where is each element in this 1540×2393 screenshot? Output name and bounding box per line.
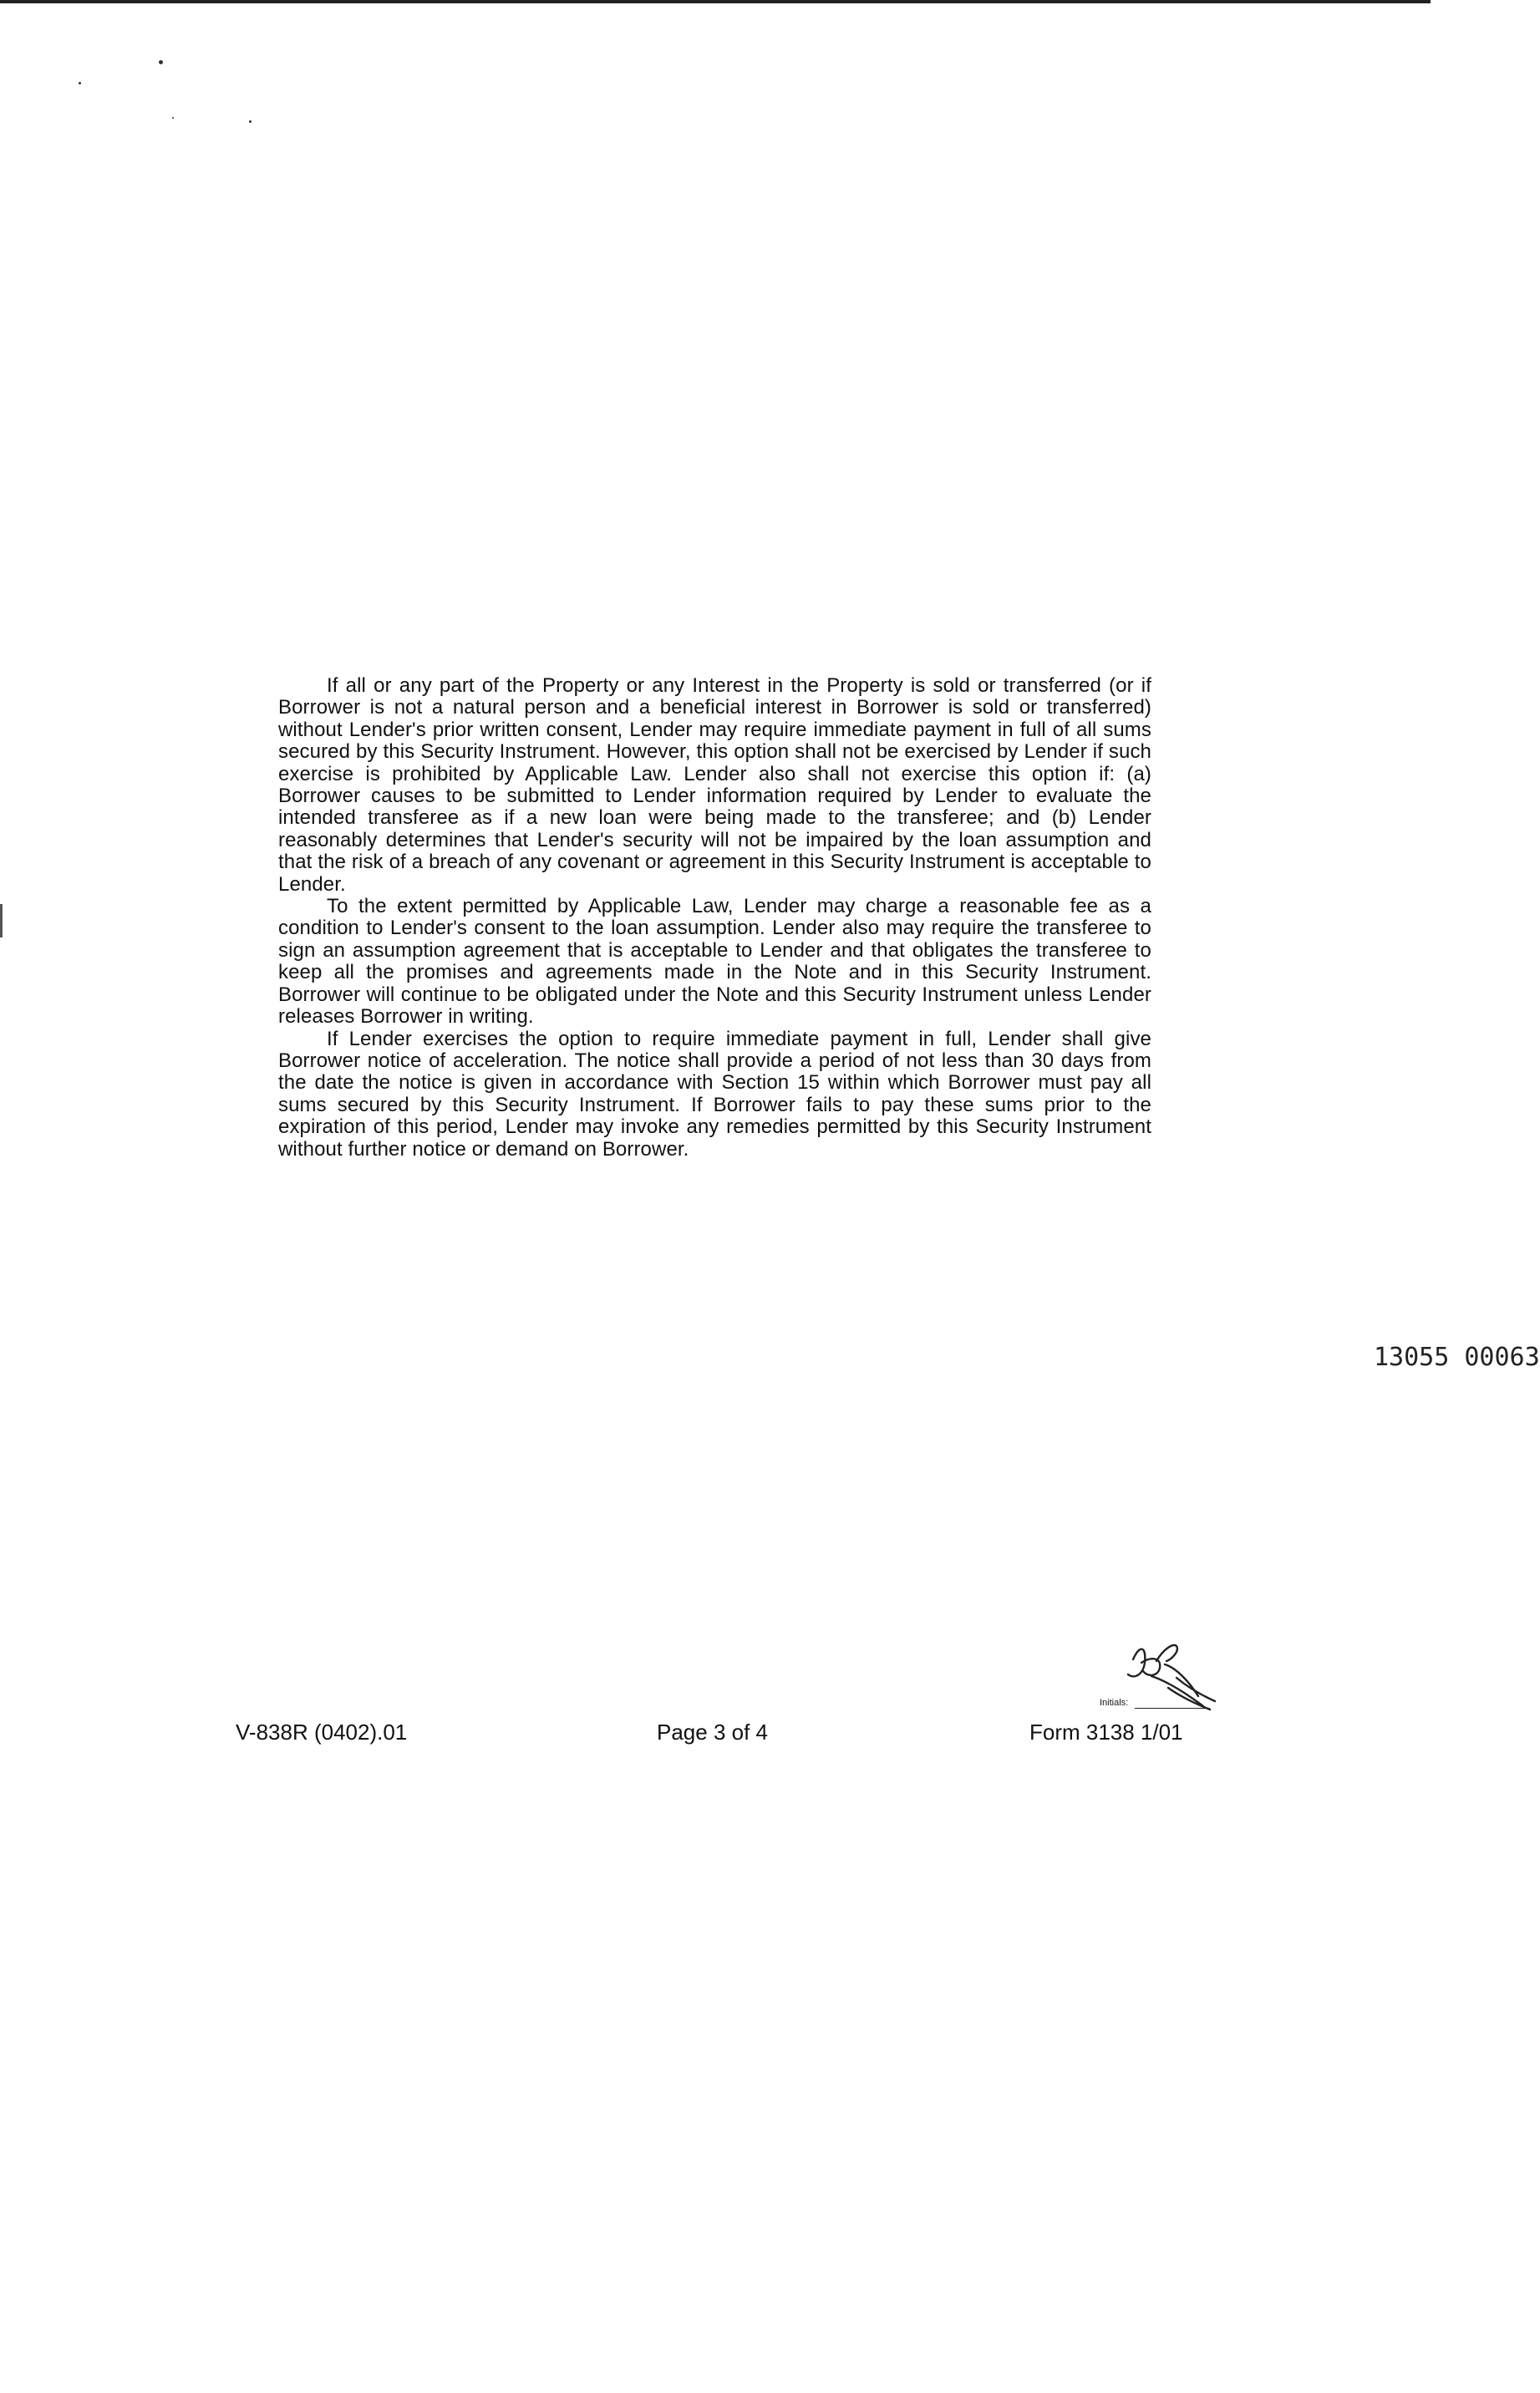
initials-block <box>1093 1626 1227 1726</box>
footer-form-code: V-838R (0402).01 <box>236 1720 408 1745</box>
paragraph-transfer-of-property: If all or any part of the Property or any Interest in the Property is sold or transferred (or if Borrower is not a natural person and a beneficial interest in Borrower is sold or transferred) without Lender's prior written consent, Lender may require immediate payment in full of all sums secured by this Security Instrument. However, this option shall not be exercised by Lender if such exercise is prohibited by Applicable Law. Lender also shall not exercise this option if: (a) Borrower causes to be submitted to Lender information required by Lender to evaluate the intended transferee as if a new loan were being made to the transferee; and (b) Lender reasonably determines that Lender's security will not be impaired by the loan assumption and that the risk of a breach of any covenant or agreement in this Security Instrument is acceptable to Lender. <box>278 674 1151 896</box>
scan-speck <box>79 82 81 84</box>
scan-speck <box>249 120 252 123</box>
top-border-rule <box>0 0 1431 3</box>
scan-speck <box>159 60 163 64</box>
paragraph-assumption-fee: To the extent permitted by Applicable Law, Lender may charge a reasonable fee as a condition to Lender's consent to the loan assumption. Lender also may require the transferee to sign an assumption agreement that is acceptable to Lender and that obligates the transferee to keep all the promises and agreements made in the Note and in this Security Instrument. Borrower will continue to be obligated under the Note and this Security Instrument unless Lender releases Borrower in writing. <box>278 895 1151 1029</box>
initials-line <box>1135 1708 1210 1709</box>
recording-number: 13055 00063 <box>1374 1343 1540 1372</box>
footer-form-number: Form 3138 1/01 <box>1029 1720 1183 1745</box>
scan-edge-mark <box>0 904 3 937</box>
scan-speck <box>172 117 174 119</box>
document-body <box>278 675 1151 1161</box>
footer-page-number: Page 3 of 4 <box>657 1720 768 1745</box>
paragraph-acceleration-notice: If Lender exercises the option to require immediate payment in full, Lender shall give Borrower notice of acceleration. The notice shall provide a period of not less than 30 days from the date the notice is given in accordance with Section 15 within which Borrower must pay all sums secured by this Security Instrument. If Borrower fails to pay these sums prior to the expiration of this period, Lender may invoke any remedies permitted by this Security Instrument without further notice or demand on Borrower. <box>278 1027 1151 1161</box>
initials-label: Initials: <box>1100 1698 1129 1708</box>
